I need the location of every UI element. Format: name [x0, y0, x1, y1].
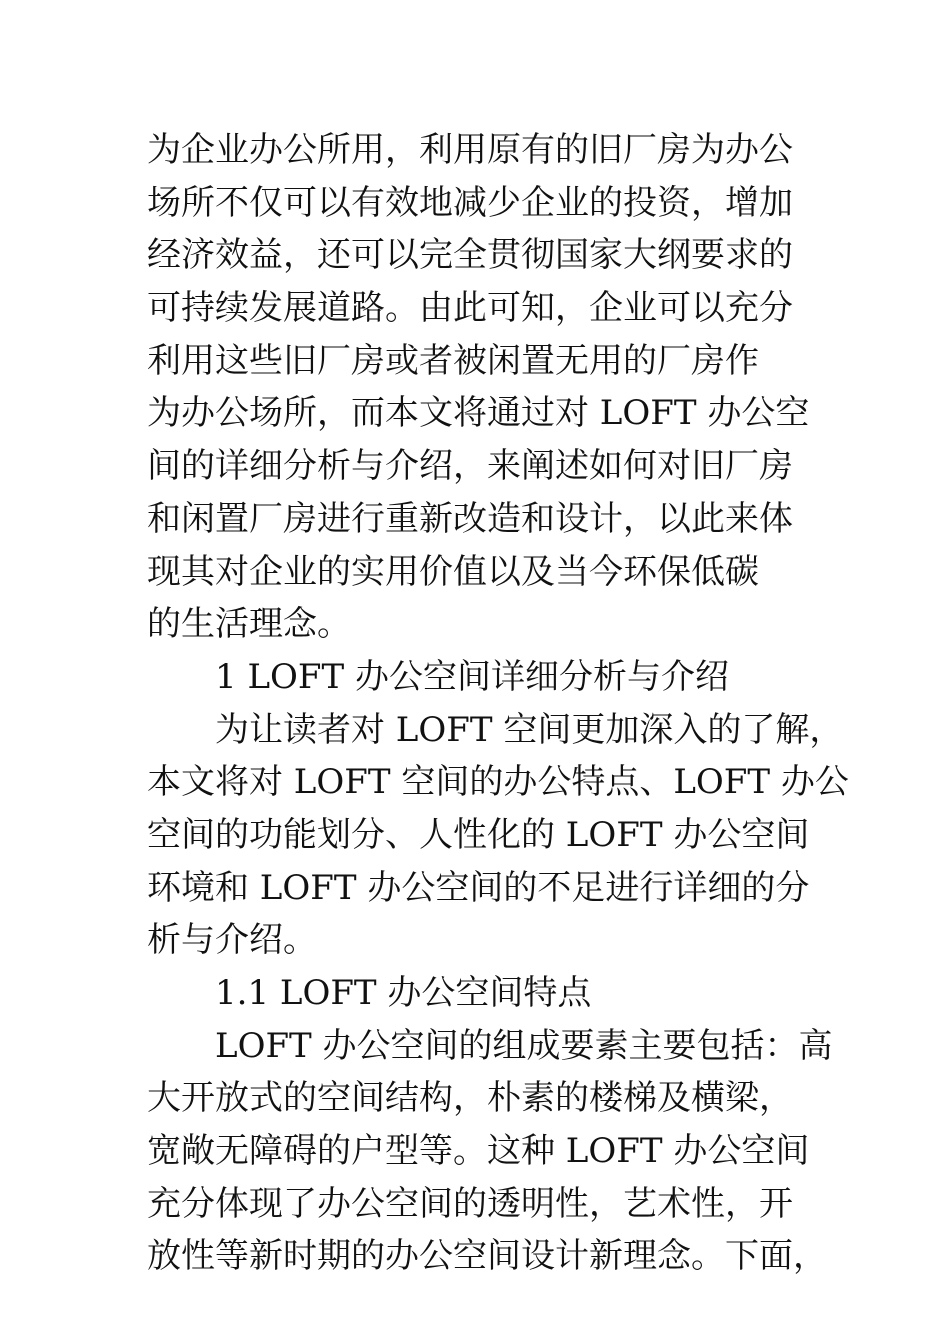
- paragraph-line: 为让读者对 LOFT 空间更加深入的了解，: [215, 709, 844, 750]
- paragraph-line: 现其对企业的实用价值以及当今环保低碳: [147, 551, 759, 592]
- paragraph-line: 场所不仅可以有效地减少企业的投资，增加: [147, 182, 793, 223]
- paragraph-line: 为办公场所，而本文将通过对 LOFT 办公空: [147, 393, 810, 434]
- paragraph-line: 为企业办公所用，利用原有的旧厂房为办公: [147, 130, 793, 170]
- paragraph-line: 放性等新时期的办公空间设计新理念。下面，: [147, 1236, 827, 1277]
- paragraph-line: 间的详细分析与介绍，来阐述如何对旧厂房: [147, 446, 793, 487]
- body-text: [147, 124, 847, 1283]
- paragraph-line: 和闲置厂房进行重新改造和设计，以此来体: [147, 498, 793, 539]
- paragraph-line: 可持续发展道路。由此可知，企业可以充分: [147, 288, 793, 329]
- paragraph-line: 宽敞无障碍的户型等。这种 LOFT 办公空间: [147, 1131, 810, 1172]
- paragraph-line: 析与介绍。: [147, 920, 317, 961]
- paragraph-line: LOFT 办公空间的组成要素主要包括：高: [215, 1025, 833, 1066]
- paragraph-line: 本文将对 LOFT 空间的办公特点、LOFT 办公: [147, 762, 849, 803]
- paragraph-line: 经济效益，还可以完全贯彻国家大纲要求的: [147, 235, 793, 276]
- section-heading: 1 LOFT 办公空间详细分析与介绍: [215, 656, 729, 697]
- paragraph-line: 空间的功能划分、人性化的 LOFT 办公空间: [147, 814, 810, 855]
- paragraph-line: 充分体现了办公空间的透明性，艺术性，开: [147, 1183, 793, 1224]
- paragraph-line: 大开放式的空间结构，朴素的楼梯及横梁，: [147, 1078, 793, 1119]
- paragraph-line: 利用这些旧厂房或者被闲置无用的厂房作: [147, 340, 759, 381]
- subsection-heading: 1.1 LOFT 办公空间特点: [215, 973, 592, 1013]
- paragraph-line: 环境和 LOFT 办公空间的不足进行详细的分: [147, 867, 810, 908]
- paragraph-line: 的生活理念。: [147, 604, 351, 645]
